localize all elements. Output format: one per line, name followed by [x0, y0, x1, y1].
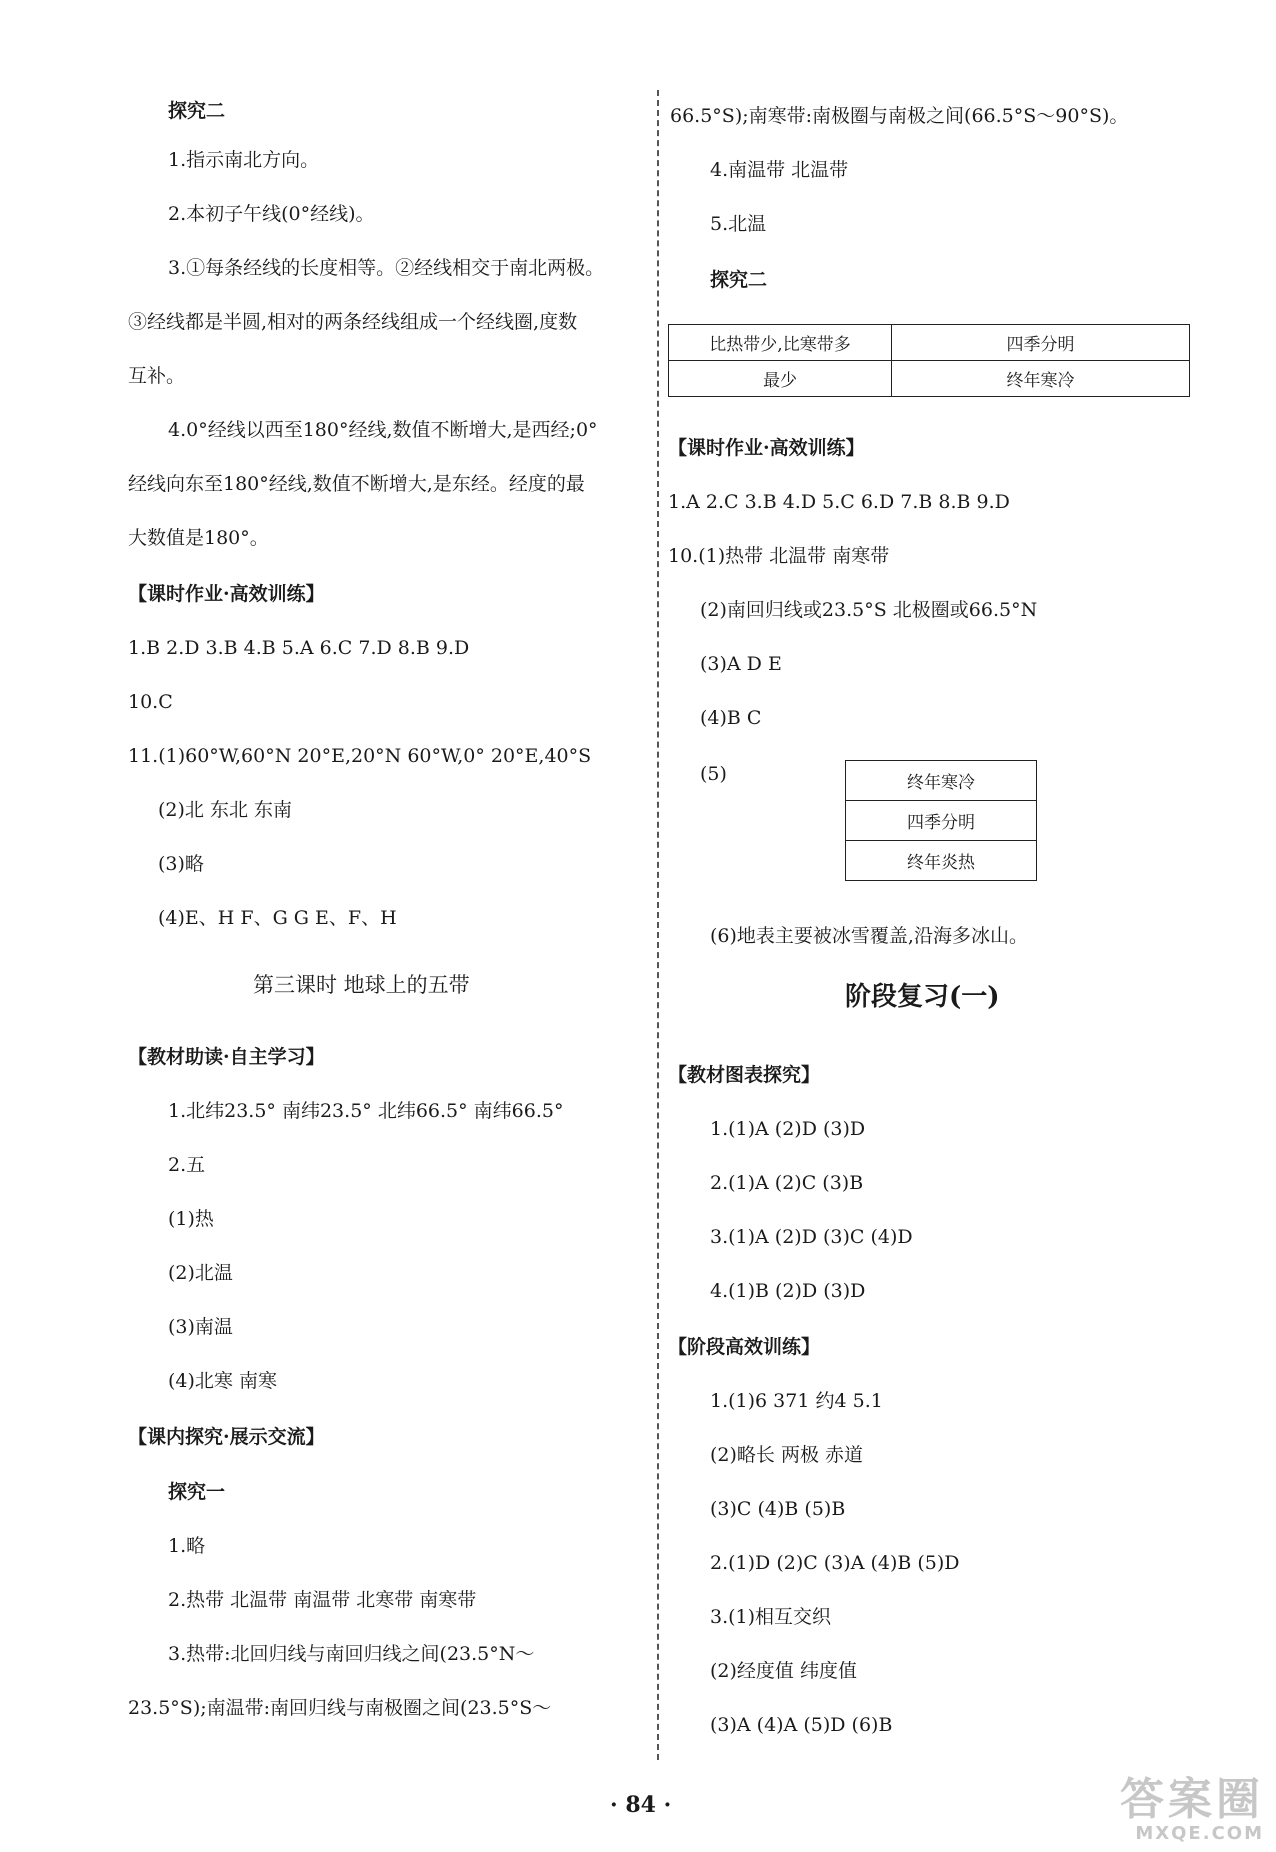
- answer-line: (6)地表主要被冰雪覆盖,沿海多冰山。: [710, 925, 1028, 947]
- table-cell: 四季分明: [892, 325, 1190, 361]
- answer-line: 4.(1)B (2)D (3)D: [710, 1280, 866, 1302]
- watermark-logo: [1120, 1774, 1264, 1844]
- climate-zone-table: [845, 760, 1037, 881]
- answer-line: 3.(1)相互交织: [710, 1606, 832, 1628]
- answer-line: 1.指示南北方向。: [168, 149, 320, 171]
- answer-line: (3)略: [158, 853, 204, 875]
- section-heading: 【教材图表探究】: [668, 1064, 821, 1086]
- section-heading: 【教材助读·自主学习】: [128, 1046, 325, 1068]
- answer-line: (2)略长 两极 赤道: [710, 1444, 863, 1466]
- answer-line: 4.南温带 北温带: [710, 159, 849, 181]
- section-heading: 【阶段高效训练】: [668, 1336, 821, 1358]
- answer-line: (4)B C: [700, 707, 762, 729]
- answer-line: 1.A 2.C 3.B 4.D 5.C 6.D 7.B 8.B 9.D: [668, 491, 1010, 513]
- answer-line: (2)经度值 纬度值: [710, 1660, 857, 1682]
- answer-line: 1.略: [168, 1535, 206, 1557]
- page-number: · 84 ·: [610, 1792, 672, 1818]
- answer-line: 2.(1)A (2)C (3)B: [710, 1172, 864, 1194]
- section-heading: 探究二: [168, 100, 226, 122]
- table-cell: 终年寒冷: [892, 361, 1190, 397]
- answer-line: 1.(1)A (2)D (3)D: [710, 1118, 866, 1140]
- answer-line: 3.热带:北回归线与南回归线之间(23.5°N～: [168, 1643, 535, 1665]
- answer-line: 3.(1)A (2)D (3)C (4)D: [710, 1226, 913, 1248]
- table-cell: 终年炎热: [846, 841, 1037, 881]
- lesson-title: 第三课时 地球上的五带: [253, 973, 470, 997]
- zone-comparison-table: [668, 324, 1190, 397]
- answer-line: (4)北寒 南寒: [168, 1370, 277, 1392]
- answer-line: 2.(1)D (2)C (3)A (4)B (5)D: [710, 1552, 960, 1574]
- answer-line: 2.本初子午线(0°经线)。: [168, 203, 375, 225]
- answer-line: (2)北 东北 东南: [158, 799, 292, 821]
- answer-line: 2.热带 北温带 南温带 北寒带 南寒带: [168, 1589, 477, 1611]
- answer-line: (3)A D E: [700, 653, 782, 675]
- answer-line: 经线向东至180°经线,数值不断增大,是东经。经度的最: [128, 473, 585, 495]
- answer-line: (5): [700, 763, 727, 785]
- answer-line: 11.(1)60°W,60°N 20°E,20°N 60°W,0° 20°E,40°S: [128, 745, 592, 767]
- answer-line: 互补。: [128, 365, 186, 387]
- watermark-text: 答案圈: [1120, 1774, 1264, 1825]
- answer-line: (4)E、H F、G G E、F、H: [158, 907, 397, 929]
- answer-line: 大数值是180°。: [128, 527, 269, 549]
- answer-line: 1.(1)6 371 约4 5.1: [710, 1390, 883, 1412]
- answer-line: (3)A (4)A (5)D (6)B: [710, 1714, 893, 1736]
- answer-line: (1)热: [168, 1208, 214, 1230]
- answer-line: 23.5°S);南温带:南回归线与南极圈之间(23.5°S～: [128, 1697, 552, 1719]
- answer-line: (2)北温: [168, 1262, 233, 1284]
- answer-line: 66.5°S);南寒带:南极圈与南极之间(66.5°S～90°S)。: [670, 105, 1129, 127]
- review-title: 阶段复习(一): [845, 982, 1000, 1012]
- watermark-url: MXQE.COM: [1135, 1823, 1264, 1844]
- answer-line: 5.北温: [710, 213, 767, 235]
- answer-line: ③经线都是半圆,相对的两条经线组成一个经线圈,度数: [128, 311, 578, 333]
- answer-line: 10.C: [128, 691, 173, 713]
- section-heading: 探究二: [710, 269, 768, 291]
- table-cell: 比热带少,比寒带多: [669, 325, 892, 361]
- section-heading: 【课时作业·高效训练】: [128, 583, 325, 605]
- answer-line: (3)C (4)B (5)B: [710, 1498, 846, 1520]
- section-heading: 【课时作业·高效训练】: [668, 437, 865, 459]
- table-cell: 最少: [669, 361, 892, 397]
- answer-line: 4.0°经线以西至180°经线,数值不断增大,是西经;0°: [168, 419, 598, 441]
- answer-line: 2.五: [168, 1154, 206, 1176]
- answer-line: 3.①每条经线的长度相等。②经线相交于南北两极。: [168, 257, 605, 279]
- answer-line: (2)南回归线或23.5°S 北极圈或66.5°N: [700, 599, 1038, 621]
- answer-line: 1.B 2.D 3.B 4.B 5.A 6.C 7.D 8.B 9.D: [128, 637, 470, 659]
- section-heading: 【课内探究·展示交流】: [128, 1426, 325, 1448]
- column-divider: [657, 90, 659, 1760]
- answer-line: 1.北纬23.5° 南纬23.5° 北纬66.5° 南纬66.5°: [168, 1100, 564, 1122]
- table-cell: 四季分明: [846, 801, 1037, 841]
- answer-line: (3)南温: [168, 1316, 233, 1338]
- table-cell: 终年寒冷: [846, 761, 1037, 801]
- section-heading: 探究一: [168, 1481, 226, 1503]
- answer-line: 10.(1)热带 北温带 南寒带: [668, 545, 890, 567]
